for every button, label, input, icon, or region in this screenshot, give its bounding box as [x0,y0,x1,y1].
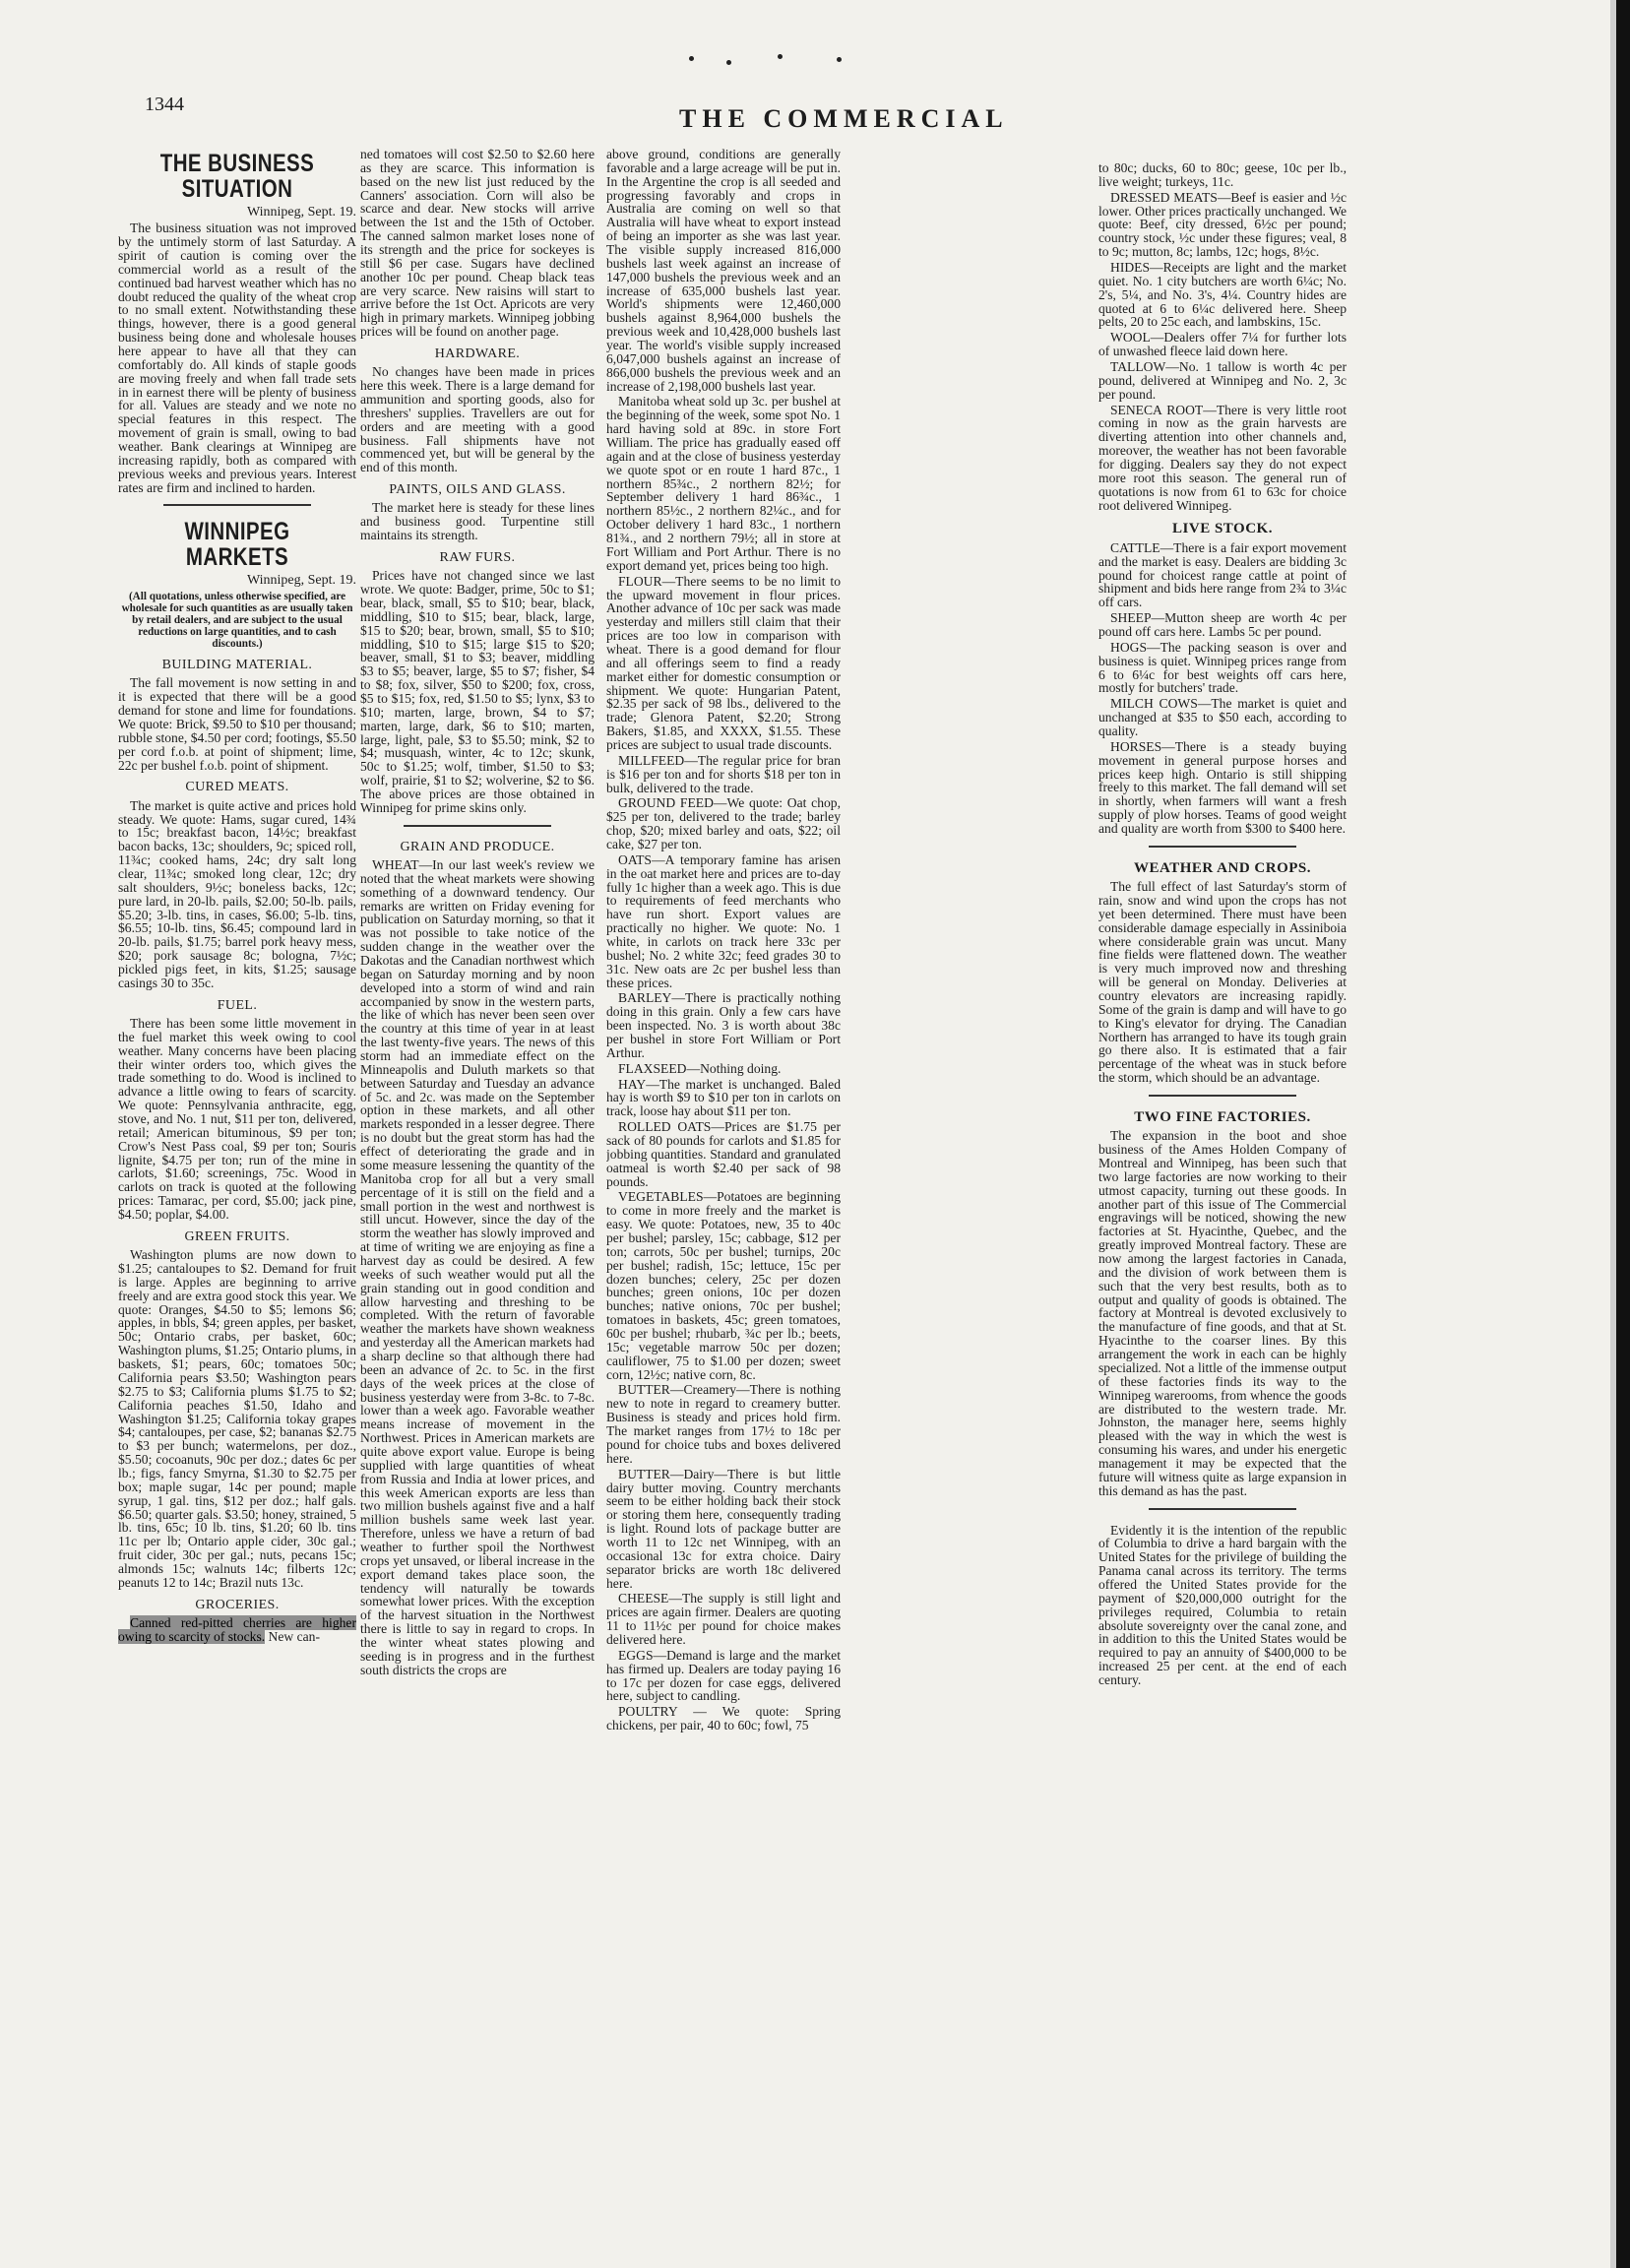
subsection-heading: WEATHER AND CROPS. [1134,859,1311,876]
subsection-heading: GRAIN AND PRODUCE. [400,839,555,854]
column-1 [118,150,356,2227]
subsection-heading: LIVE STOCK. [1172,521,1273,537]
column-rule [1149,1508,1296,1510]
scanner-border [1616,0,1630,2268]
article-paragraph: CHEESE—The supply is still light and prices are again firmer. Dealers are quoting 11 to 11½c per pound for choice makes delivered here. [606,1591,841,1647]
column-rule [163,504,311,506]
subsection-heading: GROCERIES. [195,1597,280,1612]
article-paragraph: The market here is steady for these lines and business good. Turpentine still maintains its strength. [360,500,595,543]
dateline: Winnipeg, Sept. 19. [246,205,356,220]
article-paragraph: SHEEP—Mutton sheep are worth 4c per pound off cars here. Lambs 5c per pound. [1098,610,1347,639]
article-paragraph: Manitoba wheat sold up 3c. per bushel at the beginning of the week, some spot No. 1 hard having sold at 89c. in store Fort William. The price has gradually eased off again and at the close of business yesterday we quote spot or en route 1 hard 87c., 1 northern 85¾c., 2 northern 82½; for September delivery 1 hard 86¾c., 1 northern 85½c., 2 northern 82¼c., and for October delivery 1 hard 83c., 1 northern 81¾., and 2 northern 79½; all in store at Fort William and Port Arthur. There is no export demand yet, prices being too high. [606,394,841,573]
subsection-heading: RAW FURS. [439,550,516,566]
subsection-heading: HARDWARE. [434,346,521,362]
highlighted-text: Canned red-pitted cherries are higher owing to scarcity of stocks. [118,1614,356,1644]
article-paragraph: The fall movement is now setting in and it is expected that there will be a good demand for stone and lime for foundations. We quote: Brick, $9.50 to $10 per thousand; rubble stone, $4.50 per cord; footings, $5.50 per cord f.o.b. at point of shipment; lime, 22c per bushel f.o.b. point of shipment. [118,675,356,773]
article-paragraph: No changes have been made in prices here this week. There is a large demand for ammunition and sporting goods, also for threshers' supplies. Travellers are out for orders and are meeting with a good business. Fall shipments have not commenced yet, but will be general by the end of this month. [360,364,595,475]
article-paragraph: There has been some little movement in the fuel market this week owing to cool weather. Many concerns have been placing their winter orders too, which gives the trade something to do. Wood is inclined to advance a little owing to fears of scarcity. We quote: Pennsylvania anthracite, egg, stove, and No. 1 nut, $11 per ton, delivered, retail; American bituminous, $9 per ton; Crow's Nest Pass coal, $9 per ton; Souris lignite, $4.75 per ton; run of the mine in carlots, $1.60; screenings, 75c. Wood in carlots on track is quoted at the following prices: Tamarac, per cord, $5.00; jack pine, $4.50; poplar, $4.00. [118,1016,356,1223]
quotation-note: (All quotations, unless otherwise specified, are wholesale for such quantities as are usually taken by retail dealers, and are subject to the usual reductions on large quantities, and to cash discounts.) [121,590,353,651]
subsection-heading: BUILDING MATERIAL. [161,658,313,673]
article-paragraph: EGGS—Demand is large and the market has firmed up. Dealers are today paying 16 to 17c per dozen for case eggs, delivered here, subject to candling. [606,1647,841,1704]
article-paragraph: MILLFEED—The regular price for bran is $16 per ton and for shorts $18 per ton in bulk, delivered to the trade. [606,752,841,795]
article-paragraph: HOGS—The packing season is over and business is quiet. Winnipeg prices range from 6 to 6¼c for best weights off cars here, mostly for butchers' trade. [1098,639,1347,696]
column-rule [1149,1095,1296,1097]
article-paragraph: GROUND FEED—We quote: Oat chop, $25 per ton, delivered to the trade; barley chop, $20; mixed barley and oats, $22; oil cake, $27 per ton. [606,795,841,851]
column-3 [606,148,841,2225]
article-paragraph: POULTRY — We quote: Spring chickens, per pair, 40 to 60c; fowl, 75 [606,1704,841,1733]
article-paragraph: to 80c; ducks, 60 to 80c; geese, 10c per lb., live weight; turkeys, 11c. [1098,161,1347,189]
column-rule [1149,846,1296,848]
article-paragraph: ned tomatoes will cost $2.50 to $2.60 here as they are scarce. This information is based on the new list just reduced by the Canners' association. Corn will also be scarce and dear. New stocks will arrive between the 1st and the 15th of October. The canned salmon market loses none of its strength and the price for sockeyes is still $6 per case. Sugars have declined another 10c per pound. Cheap black teas are very scarce. New raisins will start to arrive before the 1st Oct. Apricots are very high in primary markets. Winnipeg jobbing prices will be found on another page. [360,148,595,340]
article-paragraph: The expansion in the boot and shoe business of the Ames Holden Company of Montreal and Winnipeg, has been such that two large factories are now working to their utmost capacity, turning out these goods. In another part of this issue of The Commercial engravings will be noticed, showing the new factories at St. Hyacinthe, Quebec, and the greatly improved Montreal factory. These are now among the largest factories in Canada, and the division of work between them is such that the very best results, both as to output and quality of goods is obtained. The factory at Montreal is devoted exclusively to the manufacture of fine goods, and that at St. Hyacinthe to the coarser lines. By this arrangement the work in each can be highly specialized. Not a little of the immense output of these factories finds its way to the Winnipeg warerooms, from whence the goods are distributed to the western trade. Mr. Johnston, the manager here, seems highly pleased with the way in which the west is consuming his wares, and under his energetic management it may be expected that the future will witness quite as large expansion in this demand as has the past. [1098,1128,1347,1498]
article-paragraph: HIDES—Receipts are light and the market quiet. No. 1 city butchers are worth 6¼c; No. 2's, 5¼, and No. 3's, 4¼. Country hides are quoted at 6 to 6¼c delivered here. Sheep pelts, 20 to 25c each, and lambskins, 15c. [1098,260,1347,330]
article-paragraph: Washington plums are now down to $1.25; cantaloupes to $2. Demand for fruit is large. Apples are beginning to arrive freely and are extra good stock this year. We quote: Oranges, $4.50 to $5; lemons $6; apples, in bbls, $4; green apples, per basket, 50c; Ontario crabs, per basket, 60c; Washington plums, $1.25; Ontario plums, in baskets, $1; pears, 60c; tomatoes 50c; California pears $3.50; Washington pears $2.75 to $3; California plums $1.75 to $2; California peaches $1.50, Idaho and Washington $1.25; California tokay grapes $4; cantaloupes, per case, $2; bananas $2.75 to $3 per bunch; watermelons, per doz., $5.50; cocoanuts, 90c per doz.; dates 6c per lb.; figs, fancy Smyrna, $1.30 to $2.75 per box; maple sugar, 14c per pound; maple syrup, 1 gal. tins, $12 per doz.; half gals. $6.50; quarter gals. $3.50; honey, strained, 5 lb. tins, 65c; 10 lb. tins, $1.20; 60 lb. tins 11c per lb; Ontario apple cider, 30c gal.; fruit cider, 30c per gal.; nuts, pecans 15c; almonds 15c; walnuts 14c; filberts 12c; peanuts 12 to 14c; Brazil nuts 13c. [118,1247,356,1590]
article-paragraph: BUTTER—Creamery—There is nothing new to note in regard to creamery butter. Business is steady and prices hold firm. The market ranges from 17½ to 18c per pound for choice tubs and boxes delivered here. [606,1382,841,1466]
subsection-heading: CURED MEATS. [185,780,289,795]
section-headline: WINNIPEG MARKETS [184,518,290,571]
print-specks [689,54,866,64]
column-4 [1098,161,1347,2238]
section-headline: THE BUSINESS SITUATION [159,150,315,203]
column-2 [360,148,595,2225]
subsection-heading: FUEL. [217,997,258,1013]
article-paragraph: TALLOW—No. 1 tallow is worth 4c per pound, delivered at Winnipeg and No. 2, 3c per pound. [1098,359,1347,402]
article-paragraph: MILCH COWS—The market is quiet and unchanged at $35 to $50 each, according to quality. [1098,696,1347,738]
article-paragraph: The business situation was not improved by the untimely storm of last Saturday. A spirit of caution is coming over the commercial world as a result of the continued bad harvest weather which has no doubt reduced the quality of the wheat crop to no small extent. Notwithstanding these things, however, there is a good general business being done and wholesale houses here appear to have all that they can comfortably do. All kinds of staple goods are moving freely and when fall trade sets in in earnest there will be plenty of business for all. Values are steady and we note no special features in this respect. The movement of grain is small, owing to bad weather. Bank clearings at Winnipeg are increasing rapidly, both as compared with previous weeks and previous years. Interest rates are firm and inclined to harden. [118,220,356,495]
article-paragraph: FLAXSEED—Nothing doing. [618,1060,782,1076]
paragraph-text: New can- [265,1628,320,1644]
article-paragraph: HAY—The market is unchanged. Baled hay is worth $9 to $10 per ton in carlots on track, loose hay about $11 per ton. [606,1076,841,1119]
article-paragraph: The market is quite active and prices hold steady. We quote: Hams, sugar cured, 14¾ to 15c; breakfast bacon, 14½c; breakfast bacon backs, 13c; shoulders, 9c; spiced roll, 11¾c; cooked hams, 24c; dry salt long clear, 11¾c; smoked long clear, 12c; dry salt shoulders, 9½c; boneless backs, 12c; pure lard, in 20-lb. pails, $2.00; 50-lb. pails, $5.20; 3-lb. tins, in cases, $6.00; 5-lb. tins, $6.55; 10-lb. tins, $6.45; compound lard in 20-lb. pails, $1.75; barrel pork heavy mess, $20; pork sausage 8c; bologna, 7½c; pickled pigs feet, in kits, $1.25; sausage casings 30 to 35c. [118,797,356,990]
subsection-heading: GREEN FRUITS. [184,1228,290,1244]
article-paragraph: DRESSED MEATS—Beef is easier and ½c lower. Other prices practically unchanged. We quote: Beef, city dressed, 6½c per pound; country stock, ½c under these figures; veal, 8 to 9c; mutton, 8c; lambs, 12c; hogs, 8½c. [1098,189,1347,260]
article-paragraph: Prices have not changed since we last wrote. We quote: Badger, prime, 50c to $1; bear, black, small, $5 to $10; bear, black, middling, $10 to $15; bear, black, large, $15 to $20; bear, brown, small, $5 to $10; middling, $10 to $15; large $15 to $20; beaver, small, $1 to $3; beaver, middling $3 to $5; beaver, large, $5 to $7; fisher, $4 to $8; fox, silver, $50 to $200; fox, cross, $5 to $15; fox, red, $1.50 to $5; lynx, $3 to $10; marten, large, brown, $4 to $7; marten, large, dark, $6 to $10; marten, large, light, pale, $3 to $5.50; mink, $2 to $4; musquash, winter, 4c to 12c; skunk, 50c to $1.25; wolf, timber, $1.50 to $3; wolf, prairie, $1 to $2; wolverine, $2 to $6. The above prices are those obtained in Winnipeg for prime skins only. [360,568,595,815]
dateline: Winnipeg, Sept. 19. [246,573,356,589]
article-paragraph: BARLEY—There is practically nothing doing in this grain. Only a few cars have been inspected. No. 3 is worth about 38c per bushel in store Fort William or Port Arthur. [606,990,841,1060]
column-rule [404,825,551,827]
article-paragraph: Evidently it is the intention of the republic of Columbia to drive a hard bargain with the United States for the privilege of building the Panama canal across its territory. The terms offered the United States provide for the payment of $20,000,000 outright for the privileges required, Columbia to retain absolute sovereignty over the canal zone, and in addition to this the United States would be required to pay an annuity of $400,000 to be increased 25 per cent. at the end of each century. [1098,1522,1347,1687]
subsection-heading: TWO FINE FACTORIES. [1134,1109,1311,1126]
page-number: 1344 [145,94,184,115]
article-paragraph: ROLLED OATS—Prices are $1.75 per sack of 80 pounds for carlots and $1.85 for jobbing quantities. Standard and granulated oatmeal is worth $2.40 per sack of 98 pounds. [606,1119,841,1189]
article-paragraph: VEGETABLES—Potatoes are beginning to come in more freely and the market is easy. We quote: Potatoes, new, 35 to 40c per bushel; parsley, 15c; cabbage, $12 per ton; carrots, 50c per bushel; turnips, 20c per bushel; radish, 15c; lettuce, 15c per dozen bunches; celery, 25c per dozen bunches; green onions, 10c per dozen bunches; native onions, 70c per bushel; tomatoes in baskets, 45c; green tomatoes, 60c per bushel; rhubarb, ¾c per lb.; beets, 15c; vegetable marrow 50c per dozen; cauliflower, 75 to $1.00 per dozen; sweet corn, 12½c; native corn, 8c. [606,1189,841,1382]
article-paragraph: The full effect of last Saturday's storm of rain, snow and wind upon the crops has not yet been determined. There must have been considerable damage especially in Assiniboia where considerable grain was uncut. Many fine fields were flattened down. The weather is very much improved now and threshing will be general on Monday. Deliveries at country elevators are increasing rapidly. Some of the grain is damp and will have to go to King's elevator for drying. The Canadian Northern has arranged to have its tough grain go there also. It is estimated that a fair percentage of the wheat was in stuck before the storm, which should be an advantage. [1098,879,1347,1086]
article-paragraph: CATTLE—There is a fair export movement and the market is easy. Dealers are bidding 3c pound for choicest range cattle at point of shipment and bids here range from 2¾ to 3¼c off cars. [1098,539,1347,610]
article-paragraph: above ground, conditions are generally favorable and a large acreage will be put in. In the Argentine the crop is all seeded and progressing favorably and crops in Australia are coming on well so that Australia will have wheat to export instead of being an importer as she was last year. The visible supply increased 816,000 bushels last week against an increase of 147,000 bushels the previous week and an increase of 635,000 bushels last year. World's shipments were 12,460,000 bushels against 8,964,000 bushels the previous week and 10,428,000 bushels last year. The world's visible supply increased 6,047,000 bushels against an increase of 866,000 bushels the previous week and an increase of 2,198,000 bushels last year. [606,148,841,394]
article-paragraph [118,1616,356,1644]
article-paragraph: OATS—A temporary famine has arisen in the oat market here and prices are to-day fully 1c higher than a week ago. This is due to requirements of feed merchants who have run short. Export values are practically no higher. We quote: No. 1 white, in carlots on track here 33c per bushel; No. 2 white 32c; feed grades 30 to 31c. New oats are 2c per bushel less than these prices. [606,851,841,990]
masthead-title: THE COMMERCIAL [679,104,1009,133]
article-paragraph: FLOUR—There seems to be no limit to the upward movement in flour prices. Another advance of 10c per sack was made yesterday and millers still claim that their prices are too low in comparison with wheat. There is a good demand for flour and all offerings seem to find a ready market either for domestic consumption or shipment. We quote: Hungarian Patent, $2.35 per sack of 98 lbs., delivered to the trade; Glenora Patent, $2.20; Strong Bakers, $1.85, and XXXX, $1.55. These prices are subject to usual trade discounts. [606,573,841,752]
article-paragraph: WHEAT—In our last week's review we noted that the wheat markets were showing something of a downward tendency. Our remarks are written on Friday evening for publication on Saturday morning, so that it was not possible to take notice of the sudden change in the weather over the Dakotas and the Canadian northwest which began on Saturday morning and by noon developed into a storm of wind and rain accompanied by snow in the western parts, the like of which has never been seen over the country at this time of year in at least the last twenty-five years. The news of this storm had an immediate effect on the Minneapolis and Duluth markets so that between Saturday and Tuesday an advance of 5c. and 2c. was made on the September option in these markets, and all other markets responded in a lesser degree. There is no doubt but the great storm has had the effect of deteriorating the grade and in some measure lessening the quantity of the Manitoba crop for all but a very small percentage of it is still on the field and a small portion in the west and northwest is still uncut. However, since the day of the storm the weather has slowly improved and at time of writing we are enjoying as fine a harvest day as could be desired. A few weeks of such weather would put all the grain standing out in good condition and allow harvesting and threshing to be completed. With the return of favorable weather the markets have shown weakness and yesterday all the American markets had a sharp decline so that although there had been an advance of 2c. to 5c. in the first days of the week prices at the close of business yesterday were from 3-8c. to 7-8c. lower than a week ago. Favorable weather means increase of movement in the Northwest. Prices in American markets are quite above export value. Europe is being supplied with large quantities of wheat from Russia and India at lower prices, and this week American exports are less than two million bushels against five and a half million bushels same week last year. Therefore, unless we have a return of bad weather to further spoil the Northwest crops yet unsaved, or liberal increase in the export demand takes place soon, the tendency will naturally be towards somewhat lower prices. With the exception of the harvest situation in the Northwest there is little to say in regard to crops. In the winter wheat states plowing and seeding is in progress and in the furthest south districts the crops are [360,857,595,1677]
subsection-heading: PAINTS, OILS AND GLASS. [389,482,566,498]
article-paragraph: WOOL—Dealers offer 7¼ for further lots of unwashed fleece laid down here. [1098,330,1347,359]
article-paragraph: HORSES—There is a steady buying movement in general purpose horses and prices keep high. Ontario is still shipping freely to this market. The fall demand will set in shortly, when farmers will want a fresh supply of plow horses. Teams of good weight and quality are worth from $300 to $400 here. [1098,738,1347,836]
article-paragraph: BUTTER—Dairy—There is but little dairy butter moving. Country merchants seem to be either holding back their stock or storing them here, consequently trading is light. Round lots of package butter are worth 11 to 12c net Winnipeg, with an occasional 13c for extra choice. Dairy separator bricks are worth 18c delivered here. [606,1466,841,1591]
article-paragraph: SENECA ROOT—There is very little root coming in now as the grain harvests are diverting attention into other channels and, moreover, the weather has not been favorable for digging. Dealers say they do not expect more root this season. The general run of quotations is now from 61 to 63c for choice root delivered Winnipeg. [1098,402,1347,513]
